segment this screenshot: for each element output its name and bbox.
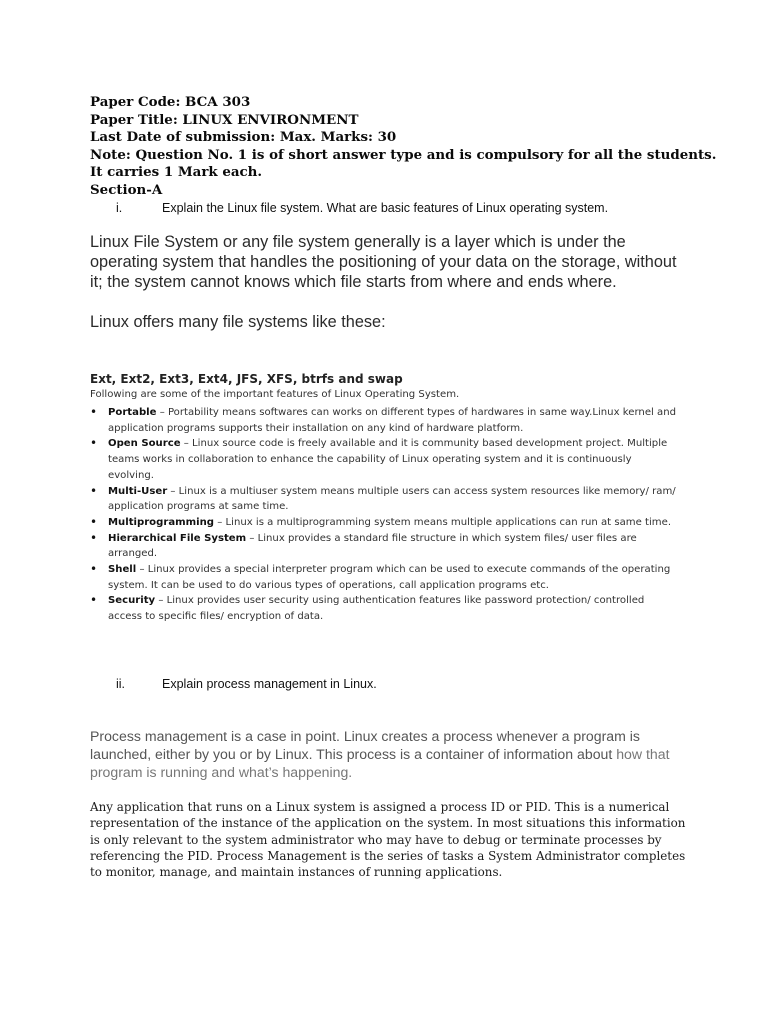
process-paragraph-end: how that program is running and what’s happening.	[90, 746, 670, 781]
feature-term: Multi-User	[108, 485, 168, 497]
pid-paragraph: Any application that runs on a Linux system is assigned a process ID or PID. This is a numerical representation of the instance of the application on the system. In most situations this information is only relevant to the system administrator who may have to debug or terminate processes by referencing the PID. Process Management is the series of tasks a System Administrator completes to monitor, manage, and maintain instances of running applications.	[90, 800, 686, 880]
section-heading: Section-A	[90, 181, 163, 198]
feature-term: Hierarchical File System	[108, 532, 247, 544]
feature-description: – Linux provides a standard file structure in which system files/ user files are arranged.	[108, 532, 637, 560]
bullet-icon: •	[90, 483, 98, 498]
bullet-icon: •	[90, 562, 98, 577]
bullet-icon: •	[90, 593, 98, 608]
bullet-icon: •	[90, 405, 98, 419]
answer-2-intro	[90, 727, 690, 782]
process-paragraph: Process management is a case in point. Linux creates a process whenever a program is launched, either by you or by Linux. This process is a container of information about	[90, 728, 640, 763]
answer-1-text	[90, 232, 690, 332]
feature-list	[90, 405, 680, 625]
list-item	[90, 436, 680, 483]
filesystems-offer-line: Linux offers many file systems like these:	[90, 313, 386, 331]
feature-description: – Linux is a multiuser system means multiple users can access system resources like memory/ ram/ application programs at same time.	[108, 485, 676, 513]
list-item	[90, 531, 680, 562]
list-item	[90, 593, 680, 624]
question-text: Explain process management in Linux.	[162, 677, 377, 691]
feature-term: Shell	[108, 564, 137, 576]
paper-header	[90, 94, 730, 200]
submission-line: Last Date of submission: Max. Marks: 30	[90, 129, 397, 146]
filesystem-paragraph: Linux File System or any file system generally is a layer which is under the operating system that handles the positioning of your data on the storage, without it; the system cannot knows which file starts from where and ends where.	[90, 233, 677, 291]
list-item	[90, 562, 680, 593]
features-intro: Following are some of the important features of Linux Operating System.	[90, 389, 460, 400]
paper-title: Paper Title: LINUX ENVIRONMENT	[90, 111, 359, 128]
feature-description: – Linux provides a special interpreter program which can be used to execute commands of the operating system. It can be used to do various types of operations, call application programs etc.	[108, 564, 671, 591]
bullet-icon: •	[90, 530, 98, 545]
feature-term: Open Source	[108, 438, 181, 450]
note-line: Note: Question No. 1 is of short answer type and is compulsory for all the students.	[90, 146, 717, 163]
question-number: ii.	[116, 677, 126, 691]
list-item	[90, 484, 680, 515]
feature-description: – Portability means softwares can works on different types of hardwares in same way.Linux kernel and application programs supports their installation on any kind of hardware platform.	[108, 407, 677, 434]
feature-term: Security	[108, 595, 156, 607]
list-item	[90, 405, 680, 436]
feature-term: Multiprogramming	[108, 516, 215, 528]
paper-code: Paper Code: BCA 303	[90, 94, 251, 110]
bullet-icon: •	[90, 436, 98, 451]
feature-description: – Linux source code is freely available and it is community based development project. Multiple teams works in collaboration to enhance the capability of Linux operating system and it is continuously evolving.	[108, 438, 668, 481]
feature-description: – Linux provides user security using authentication features like password protection/ controlled access to specific files/ encryption of data.	[108, 595, 645, 623]
filesystem-list: Ext, Ext2, Ext3, Ext4, JFS, XFS, btrfs and swap	[90, 372, 403, 386]
feature-description: – Linux is a multiprogramming system means multiple applications can run at same time.	[214, 516, 672, 528]
list-item	[90, 515, 680, 531]
marks-line: It carries 1 Mark each.	[90, 164, 263, 181]
question-number: i.	[116, 201, 123, 215]
question-text: Explain the Linux file system. What are basic features of Linux operating system.	[162, 201, 609, 215]
feature-term: Portable	[108, 407, 157, 418]
bullet-icon: •	[90, 514, 98, 529]
